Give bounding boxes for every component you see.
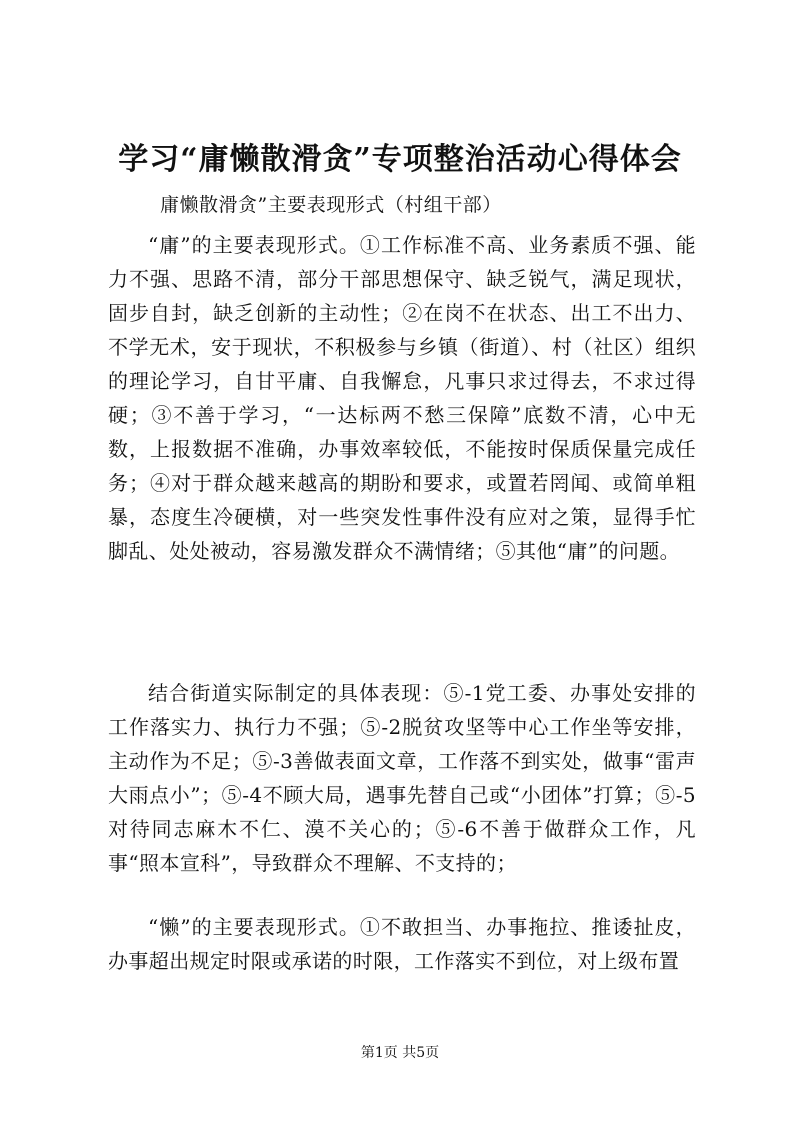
document-title: 学习“庸懒散滑贪”专项整治活动心得体会 — [118, 142, 682, 177]
page-number: 第1页 共5页 — [360, 1045, 440, 1061]
document-subtitle: 庸懒散滑贪”主要表现形式（村组干部） — [160, 194, 502, 216]
paragraph-yong: “庸”的主要表现形式。①工作标准不高、业务素质不强、能力不强、思路不清，部分干部思想保守、缺乏锐气，满足现状，固步自封，缺乏创新的主动性；②在岗不在状态、出工不出力、不学无术，安于现状，不积极参与乡镇（街道）、村（社区）组织的理论学习，自甘平庸、自我懈怠，凡事只求过得去，不求过得硬；③不善于学习，“一达标两不愁三保障”底数不清，心中无数，上报数据不准确，办事效率较低，不能按时保质保量完成任务；④对于群众越来越高的期盼和要求，或置若罔闻、或简单粗暴，态度生冷硬横，对一些突发性事件没有应对之策，显得手忙脚乱、处处被动，容易激发群众不满情绪；⑤其他“庸”的问题。 — [108, 233, 696, 563]
paragraph-specific-manifestations: 结合街道实际制定的具体表现：⑤-1党工委、办事处安排的工作落实力、执行力不强；⑤-2脱贫攻坚等中心工作坐等安排，主动作为不足；⑤-3善做表面文章，工作落不到实处，做事“雷声大雨点小”；⑤-4不顾大局，遇事先替自己或“小团体”打算；⑤-5对待同志麻木不仁、漠不关心的；⑤-6不善于做群众工作，凡事“照本宣科”，导致群众不理解、不支持的； — [108, 681, 696, 875]
paragraph-lan: “懒”的主要表现形式。①不敢担当、办事拖拉、推诿扯皮，办事超出规定时限或承诺的时限，工作落实不到位，对上级布置 — [108, 915, 696, 973]
